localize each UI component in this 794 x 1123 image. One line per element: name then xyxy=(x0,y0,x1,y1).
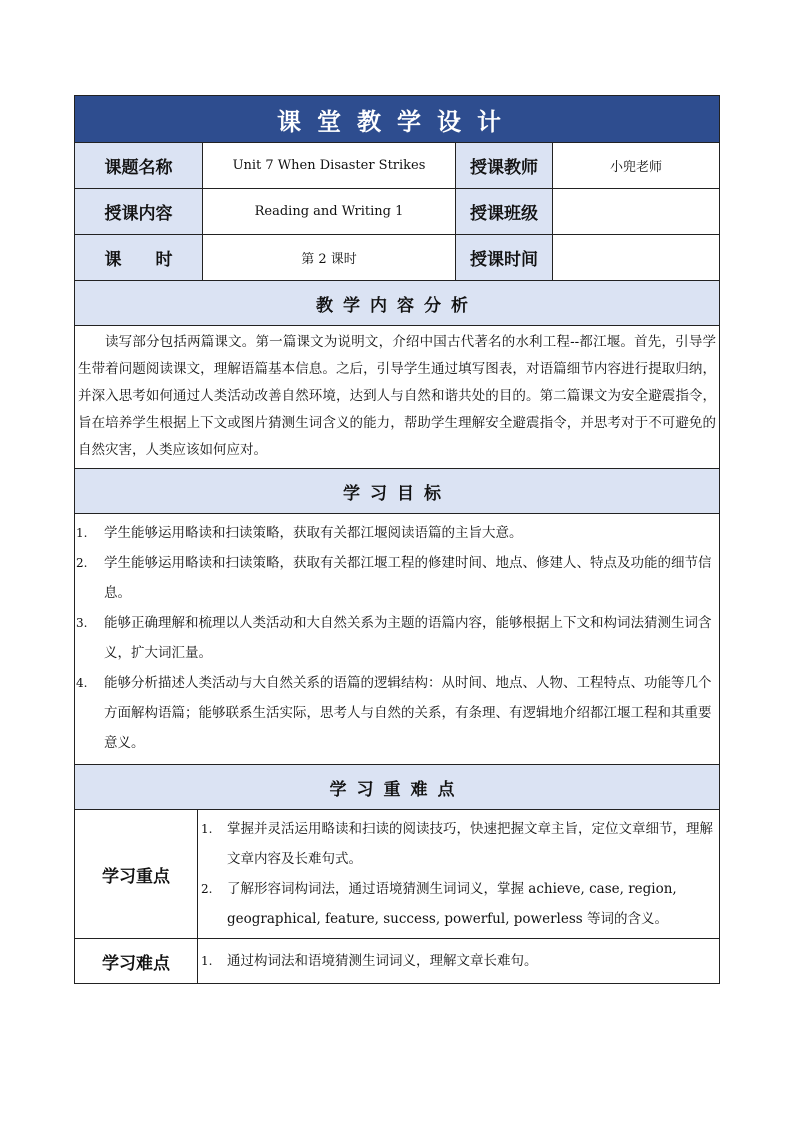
content-value: Reading and Writing 1 xyxy=(203,189,456,235)
list-item xyxy=(198,874,713,934)
list-item xyxy=(75,608,715,668)
list-item xyxy=(75,518,715,548)
class-label: 授课班级 xyxy=(456,189,553,235)
time-label: 授课时间 xyxy=(456,235,553,281)
list-text: 能够正确理解和梳理以人类活动和大自然关系为主题的语篇内容，能够根据上下文和构词法猜测生词含义，扩大词汇量。 xyxy=(104,615,712,661)
lesson-plan-document xyxy=(74,95,719,984)
list-number: 2. xyxy=(201,882,213,896)
list-text: 学生能够运用略读和扫读策略，获取有关都江堰工程的修建时间、地点、修建人、特点及功能的细节信息。 xyxy=(104,555,712,601)
list-number: 2. xyxy=(76,556,88,570)
focus-label: 学习重点 xyxy=(75,810,198,939)
list-text: 能够分析描述人类活动与大自然关系的语篇的逻辑结构：从时间、地点、人物、工程特点、功能等几个方面解构语篇；能够联系生活实际，思考人与自然的关系，有条理、有逻辑地介绍都江堰工程和其重要意义。 xyxy=(104,675,712,751)
focus-list xyxy=(198,810,720,939)
teacher-value: 小兜老师 xyxy=(553,143,720,189)
list-number: 4. xyxy=(76,676,88,690)
lesson-plan-table xyxy=(74,95,720,810)
period-label: 课 时 xyxy=(75,235,203,281)
list-text: 掌握并灵活运用略读和扫读的阅读技巧，快速把握文章主旨，定位文章细节，理解文章内容及长难句式。 xyxy=(227,821,713,867)
document-title: 课堂教学设计 xyxy=(75,96,720,143)
difficulty-label: 学习难点 xyxy=(75,939,198,984)
analysis-text: 读写部分包括两篇课文。第一篇课文为说明文，介绍中国古代著名的水利工程--都江堰。首先，引导学生带着问题阅读课文，理解语篇基本信息。之后，引导学生通过填写图表，对语篇细节内容进行提取归纳，并深入思考如何通过人类活动改善自然环境，达到人与自然和谐共处的目的。第二篇课文为安全避震指令，旨在培养学生根据上下文或图片猜测生词含义的能力，帮助学生理解安全避震指令，并思考对于不可避免的自然灾害，人类应该如何应对。 xyxy=(78,334,716,458)
list-item xyxy=(75,548,715,608)
list-number: 3. xyxy=(76,616,88,630)
objectives-heading: 学习目标 xyxy=(75,469,720,514)
list-text: 学生能够运用略读和扫读策略，获取有关都江堰阅读语篇的主旨大意。 xyxy=(104,525,523,541)
teacher-label: 授课教师 xyxy=(456,143,553,189)
analysis-cell xyxy=(75,326,720,469)
topic-label: 课题名称 xyxy=(75,143,203,189)
list-text: 了解形容词构词法，通过语境猜测生词词义，掌握 achieve, case, region, geographical, feature, success, powerful, powerless 等词的含义。 xyxy=(227,881,677,927)
keypoints-table xyxy=(74,809,720,984)
list-number: 1. xyxy=(201,822,213,836)
list-number: 1. xyxy=(76,526,88,540)
list-item xyxy=(75,668,715,758)
list-text: 通过构词法和语境猜测生词词义，理解文章长难句。 xyxy=(227,953,538,969)
list-item xyxy=(198,946,713,976)
list-number: 1. xyxy=(201,954,213,968)
period-value: 第 2 课时 xyxy=(203,235,456,281)
time-value xyxy=(553,235,720,281)
content-label: 授课内容 xyxy=(75,189,203,235)
list-item xyxy=(198,814,713,874)
class-value xyxy=(553,189,720,235)
keypoints-heading: 学习重难点 xyxy=(75,765,720,810)
topic-value: Unit 7 When Disaster Strikes xyxy=(203,143,456,189)
objectives-list xyxy=(75,514,720,765)
difficulty-list xyxy=(198,939,720,984)
analysis-heading: 教学内容分析 xyxy=(75,281,720,326)
